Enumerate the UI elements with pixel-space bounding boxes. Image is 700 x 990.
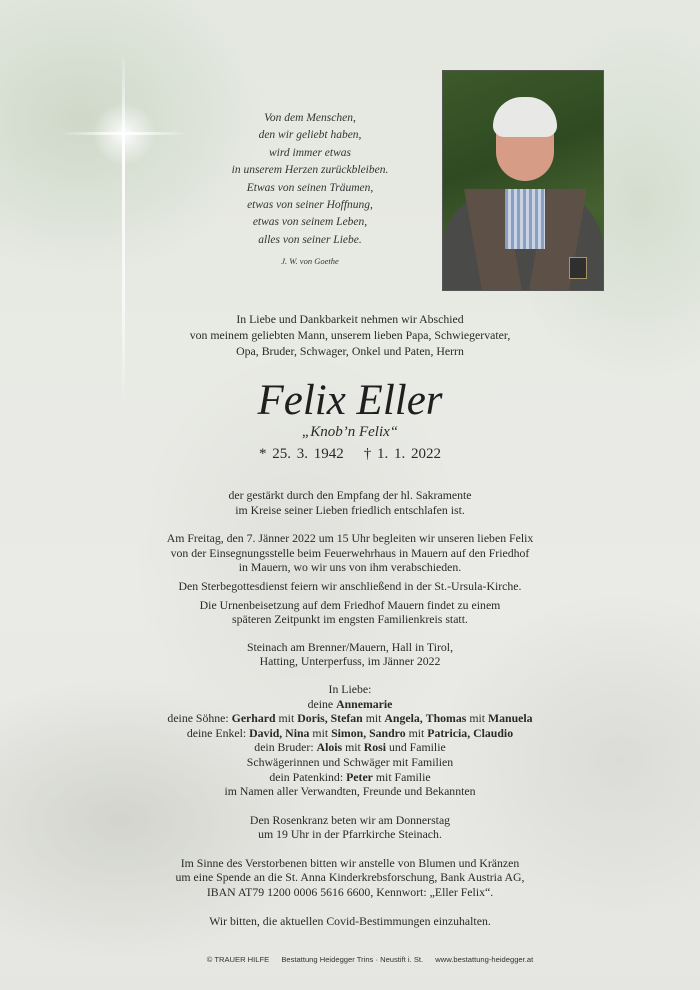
portrait-shirt <box>505 189 545 249</box>
life-dates <box>150 446 550 463</box>
poem-line: etwas von seinem Leben, <box>252 216 368 229</box>
son-partner: Angela <box>384 711 420 726</box>
son-partner: Manuela <box>488 711 533 726</box>
godchild-suffix: mit Familie <box>375 769 431 784</box>
intro-line: von meinem geliebten Mann, unserem lieben Papa, Schwiegervater, <box>189 327 511 342</box>
poem-line: Von dem Menschen, <box>264 112 356 124</box>
footer-website-link[interactable]: www.bestattung-heidegger.at <box>435 955 534 964</box>
rosary-line: um 19 Uhr in der Pfarrkirche Steinach. <box>258 827 442 842</box>
mourners-godchild <box>140 770 560 785</box>
grandchildren-label: deine Enkel: <box>186 725 247 740</box>
brother-partner: Rosi <box>363 740 387 755</box>
with-word: mit <box>312 725 329 740</box>
mourners-wife <box>140 697 560 712</box>
donation-line: um eine Spende an die St. Anna Kinderkrebsforschung, Bank Austria AG, <box>175 870 525 885</box>
place-line: Hatting, Unterperfuss, im Jänner 2022 <box>259 654 441 669</box>
poem <box>200 110 420 271</box>
rosary-line: Den Rosenkranz beten wir am Donnerstag <box>249 812 451 827</box>
mourners-all: im Namen aller Verwandten, Freunde und Bekannten <box>224 784 476 799</box>
godchild-name: Peter <box>346 769 373 784</box>
donation-line: Im Sinne des Verstorbenen bitten wir anstelle von Blumen und Kränzen <box>180 855 520 870</box>
separator: , <box>324 711 328 726</box>
son-name: Gerhard <box>231 711 276 726</box>
funeral-line: Am Freitag, den 7. Jänner 2022 um 15 Uhr begleiten wir unseren lieben Felix <box>166 531 534 546</box>
son-partner: Doris <box>297 711 325 726</box>
poem-line: alles von seiner Liebe. <box>258 233 362 246</box>
grandchildren-partners: Simon, Sandro <box>331 725 406 740</box>
separator: , <box>419 711 423 726</box>
poem-line: den wir geliebt haben, <box>258 129 362 142</box>
sacraments-line: im Kreise seiner Lieben friedlich entschlafen ist. <box>235 502 465 517</box>
brother-label: dein Bruder: <box>254 740 314 755</box>
with-word: mit <box>278 711 295 726</box>
donation-line: IBAN AT79 1200 0006 5616 6600, Kennwort: „Eller Felix“. <box>206 885 494 900</box>
with-word: mit <box>408 725 425 740</box>
light-cross-beam <box>60 132 190 135</box>
mourners-sons <box>140 711 560 726</box>
birth-date: * 25. 3. 1942 <box>259 446 344 462</box>
with-word: mit <box>469 711 486 726</box>
poem-line: in unserem Herzen zurückbleiben. <box>231 164 389 177</box>
footer <box>150 955 590 964</box>
intro-text <box>150 312 550 359</box>
sons-label: deine Söhne: <box>167 711 229 726</box>
poem-line: wird immer etwas <box>269 146 351 159</box>
brother-name: Alois <box>316 740 343 755</box>
portrait-photo <box>442 70 604 291</box>
covid-line: Wir bitten, die aktuellen Covid-Bestimmungen einzuhalten. <box>209 913 491 928</box>
with-word: mit <box>345 740 361 755</box>
grandchildren-partners: Patricia, Claudio <box>427 725 514 740</box>
mourners-heading: In Liebe: <box>328 681 372 696</box>
poem-line: Etwas von seinen Träumen, <box>246 181 374 194</box>
son-name: Stefan <box>330 711 363 726</box>
with-word: mit <box>365 711 382 726</box>
death-date: † 1. 1. 2022 <box>363 446 441 462</box>
footer-brand: © TRAUER HILFE <box>206 955 270 964</box>
footer-company: Bestattung Heidegger Trins · Neustift i. St. <box>281 955 424 964</box>
intro-line: In Liebe und Dankbarkeit nehmen wir Abschied <box>236 312 464 326</box>
poem-author: J. W. von Goethe <box>281 256 339 267</box>
place-line: Steinach am Brenner/Mauern, Hall in Tirol, <box>246 639 454 654</box>
sacraments-line: der gestärkt durch den Empfang der hl. Sakramente <box>228 488 472 502</box>
poem-line: etwas von seiner Hoffnung, <box>247 199 373 212</box>
godchild-label: dein Patenkind: <box>269 769 344 784</box>
light-cross-icon <box>122 58 125 408</box>
mass-line: Den Sterbegottesdienst feiern wir anschließend in der St.-Ursula-Kirche. <box>178 578 522 593</box>
mourners-in-laws: Schwägerinnen und Schwäger mit Familien <box>246 754 454 769</box>
intro-line: Opa, Bruder, Schwager, Onkel und Paten, Herrn <box>236 343 464 358</box>
urn-line: späteren Zeitpunkt im engsten Familienkreis statt. <box>232 612 468 627</box>
deceased-name: Felix Eller <box>257 377 443 424</box>
portrait-hair <box>493 97 557 137</box>
funeral-line: von der Einsegnungsstelle beim Feuerwehrhaus in Mauern auf den Friedhof <box>170 545 530 560</box>
mourners-brother <box>140 740 560 755</box>
brother-suffix: und Familie <box>389 740 446 755</box>
grandchildren-names: David, Nina <box>249 725 310 740</box>
notice-body <box>140 488 560 928</box>
wife-prefix: deine <box>307 696 334 711</box>
wife-name: Annemarie <box>336 696 393 711</box>
portrait-emblem-icon <box>569 257 587 279</box>
funeral-line: in Mauern, wo wir uns von ihm verabschieden. <box>238 560 462 575</box>
mourners-grandchildren <box>140 726 560 741</box>
son-name: Thomas <box>425 711 467 726</box>
urn-line: Die Urnenbeisetzung auf dem Friedhof Mauern findet zu einem <box>199 597 501 612</box>
deceased-nickname: „Knob’n Felix“ <box>301 424 399 440</box>
